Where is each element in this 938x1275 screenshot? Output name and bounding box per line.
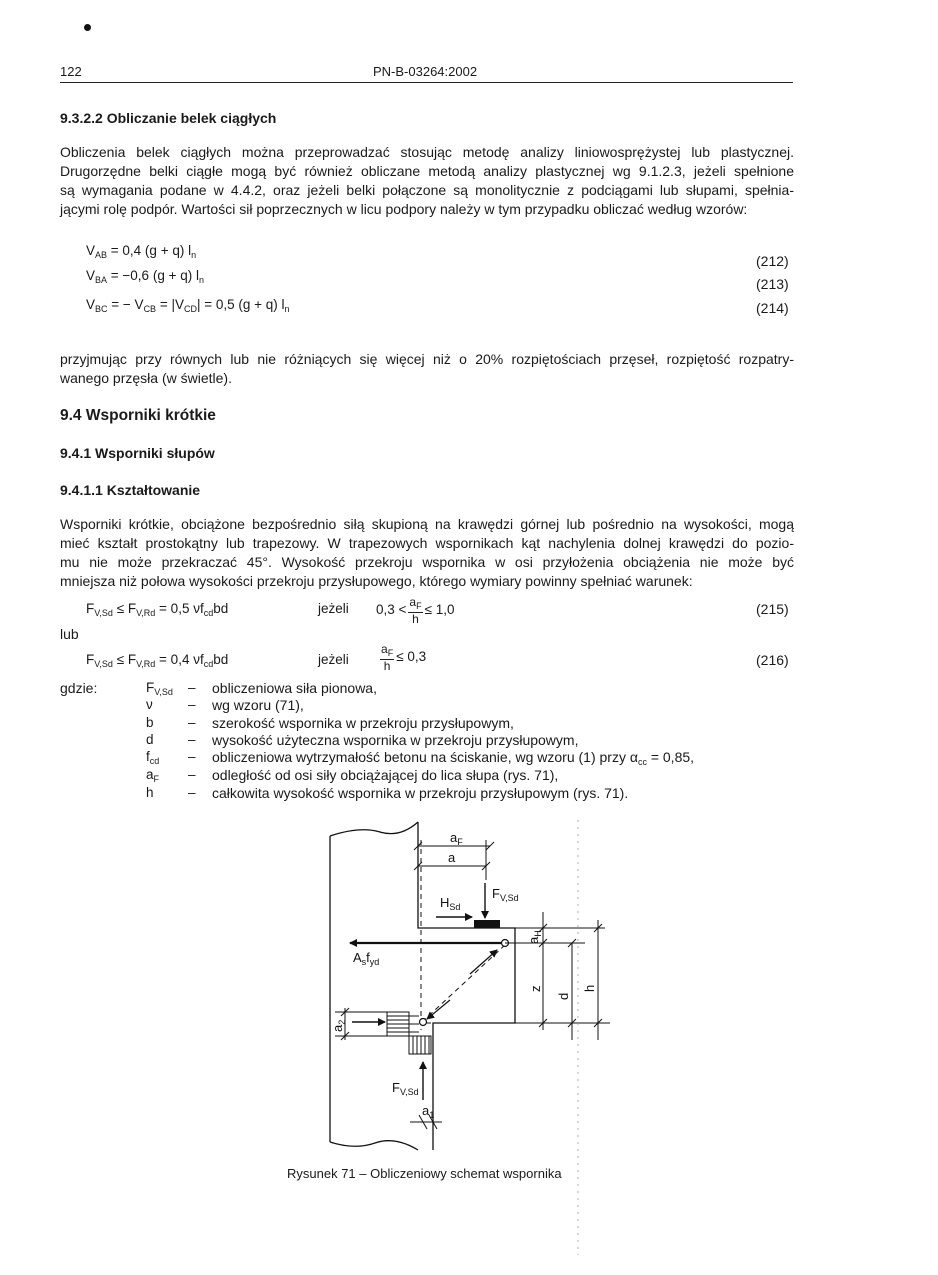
lub-word: lub: [60, 626, 79, 642]
equation-216-condition: $\frac{a_F}{h}$ ≤ 0,3: [381, 642, 427, 673]
where-label: gdzie:: [60, 680, 98, 696]
text-line: przyjmując przy równych lub nie różniących się więcej niż o 20% rozpiętościach przęseł, rozpiętość rozpatry-: [60, 351, 794, 367]
where-dash: –: [188, 749, 196, 764]
label-a: a: [448, 850, 456, 865]
where-symbol: b: [146, 715, 154, 730]
where-symbol: $f_{cd}$: [146, 749, 160, 766]
heading-94: 9.4 Wsporniki krótkie: [60, 407, 216, 424]
column-break-bottom: [330, 1141, 418, 1150]
where-dash: –: [188, 767, 196, 782]
where-dash: –: [188, 697, 196, 712]
equation-number-214: (214): [756, 300, 789, 316]
bearing-plate: [474, 920, 500, 928]
text-line: mu nie może przekraczać 45°. Wysokość przekroju wspornika w osi przyłożenia obciążenia nie może być: [60, 554, 794, 570]
equation-214: $V_{BC}$ = − $V_{CB} = |V_{CD}| = 0,5$ (g + q) $l_n$: [86, 297, 290, 314]
where-dash: –: [188, 715, 196, 730]
strut-arrow-lower: [427, 1000, 450, 1019]
where-description: obliczeniowa siła pionowa,: [212, 680, 377, 696]
column-break-top: [330, 822, 418, 836]
strut-line: [421, 945, 505, 1023]
compression-node: [420, 1019, 427, 1026]
text-line: są wymagania podane w 4.4.2, oraz jeżeli belki połączone są monolitycznie z podciągami lub słupami, spełnia-: [60, 182, 794, 198]
where-dash: –: [188, 680, 196, 695]
page-number: 122: [60, 64, 82, 79]
where-symbol: h: [146, 785, 154, 800]
equation-213: $V_{BA} = -0,6$ (g + q) $l_n$: [86, 268, 204, 285]
heading-941: 9.4.1 Wsporniki słupów: [60, 445, 215, 461]
label-fvsd-top: $F_{V,Sd}$: [492, 886, 519, 903]
text-line: mieć kształt prostokątny lub trapezowy. W trapezowych wspornikach kąt nachylenia dolnej krawędzi do pozio-: [60, 535, 794, 551]
label-hsd: $H_{Sd}$: [440, 895, 461, 912]
equation-number-215: (215): [756, 601, 789, 617]
equation-212: $V_{AB} = 0,4$ (g + q) $l_n$: [86, 243, 197, 260]
label-a2: $a_2$: [330, 1019, 347, 1032]
where-symbol: ν: [146, 697, 153, 712]
figure-caption: Rysunek 71 – Obliczeniowy schemat wspornika: [287, 1166, 562, 1181]
where-description: odległość od osi siły obciążającej do lica słupa (rys. 71),: [212, 767, 559, 783]
equation-215-condition: 0,3 < $\frac{a_F}{h}$ ≤ 1,0: [376, 595, 455, 626]
label-ah: $a_H$: [526, 930, 543, 944]
heading-9322: 9.3.2.2 Obliczanie belek ciągłych: [60, 110, 277, 126]
where-description: wg wzoru (71),: [212, 697, 304, 713]
where-symbol: $F_{V,Sd}$: [146, 680, 173, 697]
equation-215: $F_{V,Sd} \le F_{V,Rd} = 0,5$ $\nu f_{cd}bd$: [86, 601, 229, 618]
where-symbol: $a_F$: [146, 767, 160, 784]
label-af: $a_F$: [450, 830, 463, 847]
label-asfyd: $A_sf_{yd}$: [353, 950, 380, 967]
where-dash: –: [188, 785, 196, 800]
text-line: mniejsza niż połowa wysokości przekroju przysłupowego, którego wymiary powinny spełniać warunek:: [60, 573, 693, 589]
where-symbol: d: [146, 732, 154, 747]
equation-number-212: (212): [756, 253, 789, 269]
label-a1: $a_1$: [422, 1103, 435, 1120]
where-description: obliczeniowa wytrzymałość betonu na ściskanie, wg wzoru (1) przy $\alpha_{cc} = 0,85$,: [212, 749, 695, 767]
where-dash: –: [188, 732, 196, 747]
equation-216-condition-word: jeżeli: [318, 652, 349, 667]
bearing-hatch: [409, 1036, 431, 1054]
text-line: wanego przęsła (w świetle).: [60, 370, 232, 386]
equation-216: $F_{V,Sd} \le F_{V,Rd} = 0,4$ $\nu f_{cd}bd$: [86, 652, 229, 669]
where-description: szerokość wspornika w przekroju przysłupowym,: [212, 715, 514, 731]
text-line: Wsporniki krótkie, obciążone bezpośrednio siłą skupioną na krawędzi górnej lub pośrednio na wysokości, mogą: [60, 516, 794, 532]
where-description: wysokość użyteczna wspornika w przekroju przysłupowym,: [212, 732, 579, 748]
label-fvsd-bottom: $F_{V,Sd}$: [392, 1080, 419, 1097]
equation-number-213: (213): [756, 276, 789, 292]
label-h: h: [582, 984, 597, 992]
text-line: jącymi rolę podpór. Wartości sił poprzecznych w licu podpory należy w tym przypadku obliczać według wzorów:: [60, 201, 748, 217]
label-z: z: [528, 985, 543, 992]
strut-arrow-upper: [470, 950, 497, 974]
standard-code: PN-B-03264:2002: [373, 64, 478, 79]
where-description: całkowita wysokość wspornika w przekroju przysłupowym (rys. 71).: [212, 785, 629, 801]
text-line: Obliczenia belek ciągłych można przeprowadzać stosując metodę analizy liniowosprężystej lub plastycznej.: [60, 144, 794, 160]
equation-number-216: (216): [756, 652, 789, 668]
corbel-outline: [418, 822, 515, 1150]
heading-9411: 9.4.1.1 Kształtowanie: [60, 482, 201, 498]
label-d: d: [556, 992, 571, 1000]
text-line: Drugorzędne belki ciągłe mogą być również obliczane metodą analizy plastycznej wg 9.1.2.3, jeżeli spełnione: [60, 163, 794, 179]
equation-215-condition-word: jeżeli: [318, 601, 349, 616]
